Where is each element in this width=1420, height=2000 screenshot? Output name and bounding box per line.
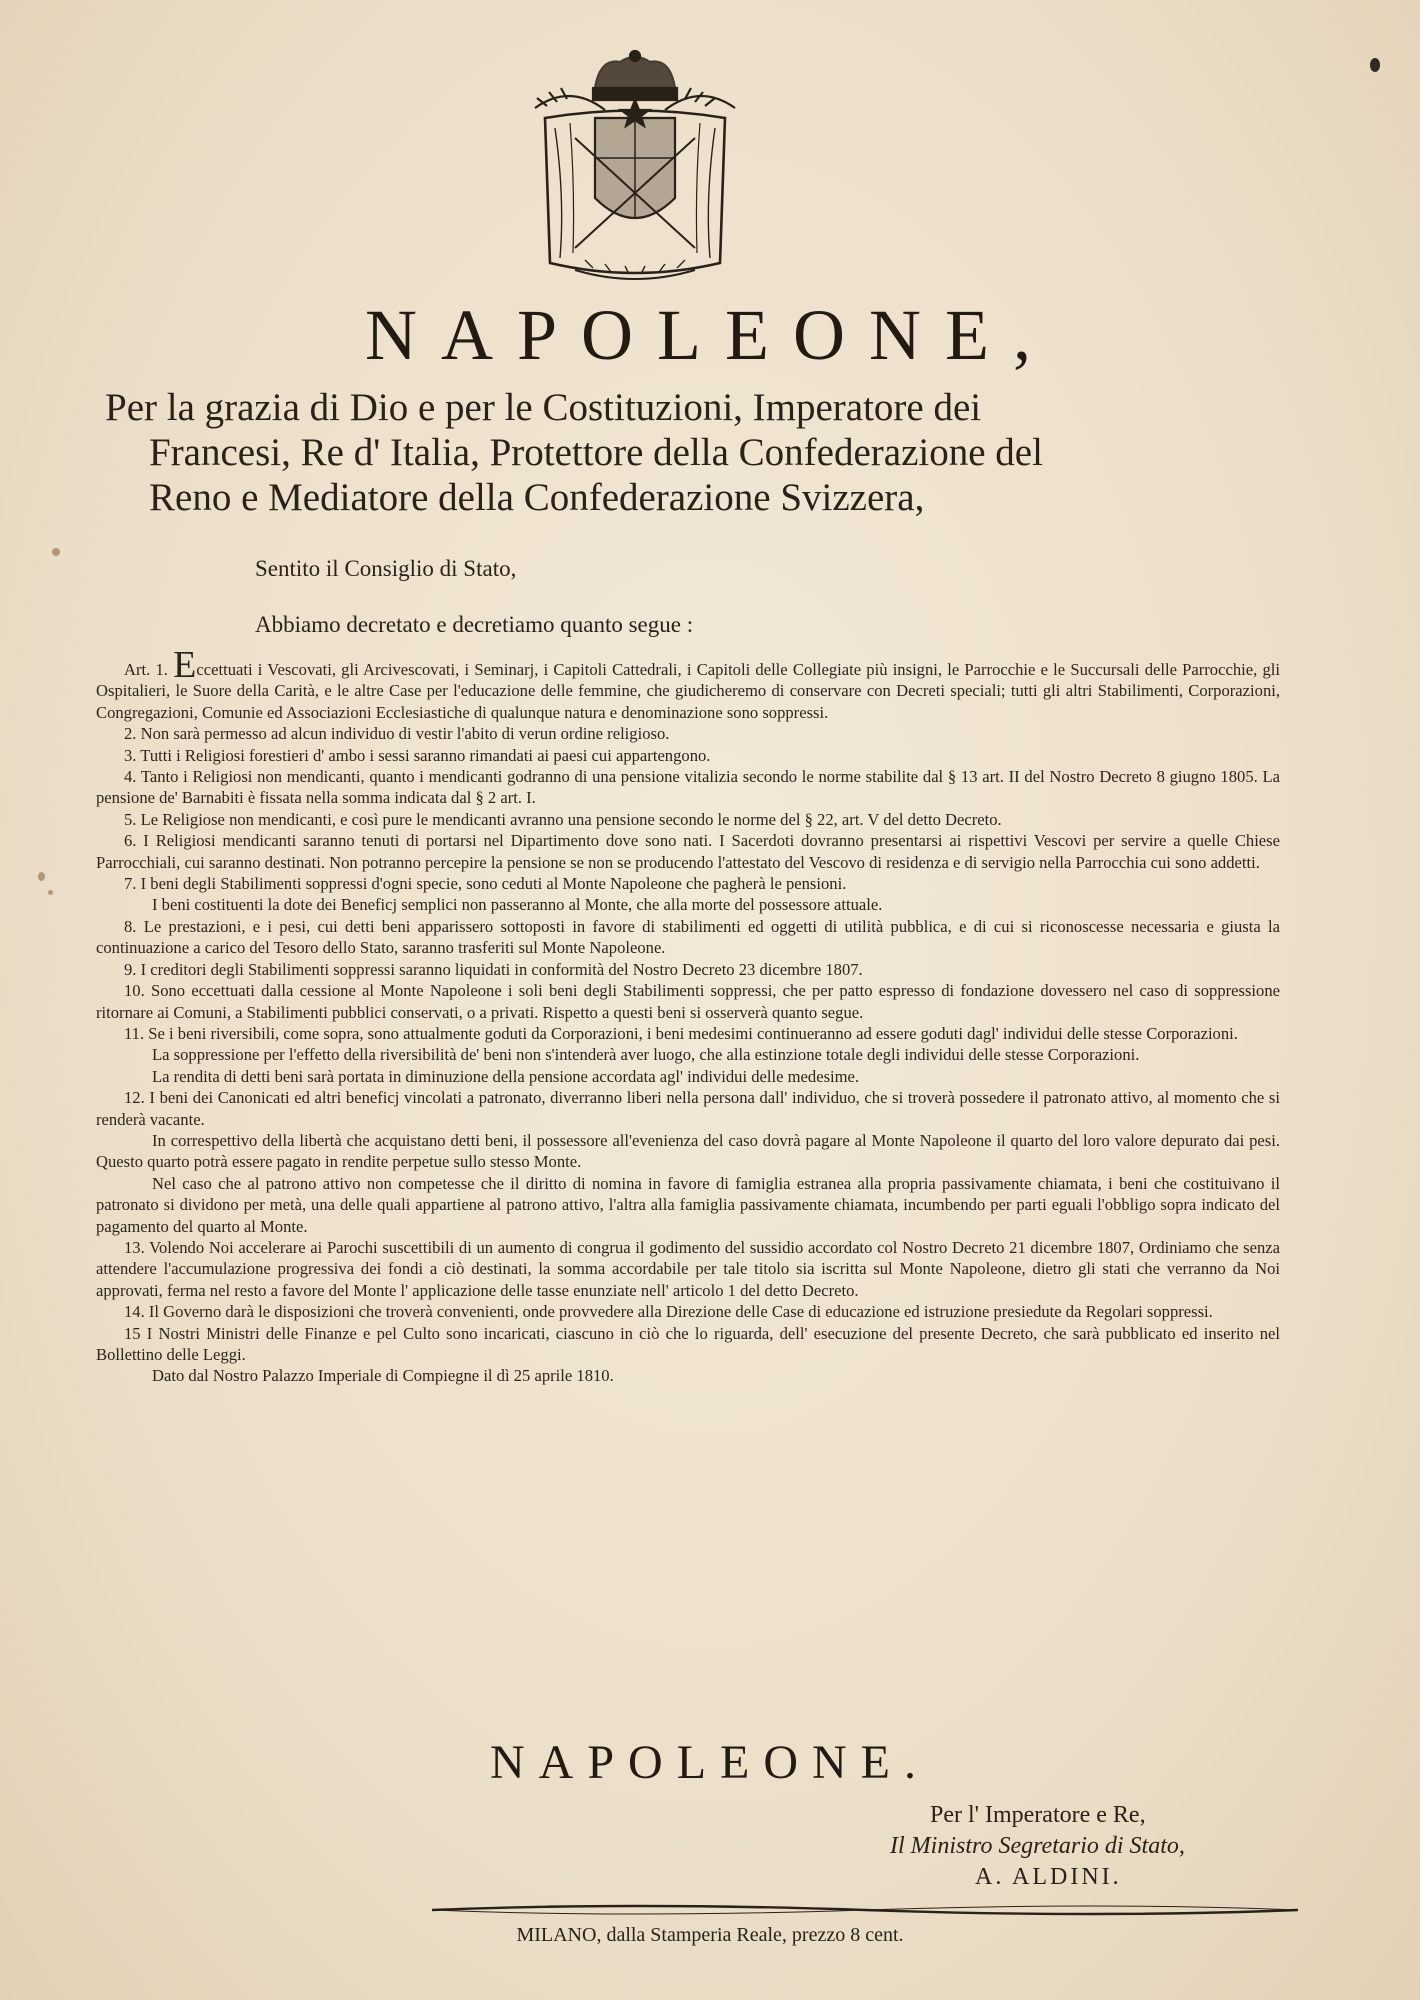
article-5: 5. Le Religiose non mendicanti, e così pure le mendicanti avranno una pensione secondo le norme del § 22, art. V del detto Decreto. (124, 809, 1002, 829)
article-12-paragraph-2: In correspettivo della libertà che acquistano detti beni, il possessore all'evenienza del caso dovrà pagare al Monte Napoleone il quarto del loro valore depurato dai pesi. Questo quarto potrà essere pagato in rendite perpetue sullo stesso Monte. (96, 1130, 1280, 1172)
article-15: 15 I Nostri Ministri delle Finanze e pel Culto sono incaricati, ciascuno in ciò che lo riguarda, dell' esecuzione del presente Decreto, che sarà pubblicato ed inserito nel Bollettino delle Leggi. (96, 1323, 1280, 1364)
decree-articles (96, 644, 1280, 1387)
paper-stain (1370, 58, 1380, 72)
decree-title: NAPOLEONE, (365, 295, 1055, 375)
article-12: 12. I beni dei Canonicati ed altri beneficj vincolati a patronato, diverranno liberi nella persona dall' individuo, che si troverà possedere il patronato attivo, al momento che si renderà vacante. (96, 1088, 1280, 1129)
article-1-label: Art. 1. (124, 660, 168, 679)
article-11-paragraph-3: La rendita di detti beni sarà portata in diminuzione della pensione accordata agl' individui delle medesime. (152, 1066, 860, 1086)
paper-stain (52, 548, 60, 556)
article-1-text: ccettuati i Vescovati, gli Arcivescovati, i Seminarj, i Capitoli Cattedrali, i Capitoli delle Collegiate più insigni, le Parrocchie e le Succursali delle Parrocchie, gli Ospitalieri, le Suore della Carità, e le altre Case per l'educazione delle femmine, che giudicheremo di conservare con Decreti speciali; tutti gli altri Stabilimenti, Corporazioni, Congregazioni, Comunie ed Associazioni Ecclesiastiche di qualunque natura e denominazione sono soppressi. (96, 660, 1280, 722)
article-14: 14. Il Governo darà le disposizioni che troverà convenienti, onde provvedere alla Direzione delle Case di educazione ed istruzione presiedute da Regolari soppressi. (124, 1302, 1213, 1322)
paper-stain (38, 872, 45, 881)
article-11: 11. Se i beni riversibili, come sopra, sono attualmente goduti da Corporazioni, i beni medesimi continueranno ad essere goduti dagl' individui delle stesse Corporazioni. (124, 1023, 1238, 1043)
article-13: 13. Volendo Noi accelerare ai Parochi suscettibili di un aumento di congrua il godimento del sussidio accordato col Nostro Decreto 21 dicembre 1807, Ordiniamo che senza attendere l'accumulazione progressiva dei fondi a ciò destinati, la somma accordabile per tale titolo sia iscritta sul Monte Napoleone, dietro gli stati che verranno da Noi approvati, ferma nel resto a favore del Monte l' applicazione delle tasse enunziate nell' articolo 1 del detto Decreto. (96, 1237, 1280, 1300)
countersign-name: A. ALDINI. (975, 1864, 1122, 1890)
article-6: 6. I Religiosi mendicanti saranno tenuti di portarsi nel Dipartimento dove sono nati. I Sacerdoti dovranno presentarsi ai rispettivi Vescovi per servire a quelle Chiese Parrocchiali, cui saranno destinati. Non potranno percepire la pensione se non se producendo l'attestato del Vescovo di residenza e di servigio nella Parrocchia cui sono addetti. (96, 831, 1280, 872)
titles-line-3: Reno e Mediatore della Confederazione Svizzera, (149, 476, 925, 519)
article-9: 9. I creditori degli Stabilimenti soppressi saranno liquidati in conformità del Nostro Decreto 23 dicembre 1807. (124, 959, 863, 979)
titles-line-2: Francesi, Re d' Italia, Protettore della Confederazione del (149, 431, 1043, 474)
rule-ornament-icon (430, 1898, 1300, 1922)
article-2: 2. Non sarà permesso ad alcun individuo di vestir l'abito di verun ordine religioso. (124, 724, 670, 744)
article-4: 4. Tanto i Religiosi non mendicanti, quanto i mendicanti godranno di una pensione vitalizia secondo le norme stabilite dal § 13 art. II del Nostro Decreto 8 giugno 1805. La pensione de' Barnabiti è fissata nella somma indicata dal § 2 art. I. (96, 767, 1280, 808)
article-3: 3. Tutti i Religiosi forestieri d' ambo i sessi saranno rimandati ai paesi cui appartengono. (124, 745, 711, 765)
emperor-signature: NAPOLEONE. (490, 1736, 930, 1789)
imperial-coat-of-arms-icon (515, 48, 755, 288)
countersign-by: Per l' Imperatore e Re, (930, 1802, 1146, 1828)
paper-stain (48, 890, 53, 895)
countersignature-block (890, 1800, 1310, 1893)
imperial-titles (105, 385, 1280, 520)
decree-formula-line: Abbiamo decretato e decretiamo quanto segue : (255, 612, 694, 637)
article-12-paragraph-3: Nel caso che al patrono attivo non competesse che il diritto di nomina in favore di famiglia estranea alla propria passivamente chiamata, i beni che costituivano il patronato si dividono per metà, una delle quali appartiene al patrono attivo, l'altra alla famiglia passivamente chiamata, incumbendo per parti eguali l'obbligo sopra indicato del pagamento del quarto al Monte. (96, 1173, 1280, 1236)
article-7: 7. I beni degli Stabilimenti soppressi d'ogni specie, sono ceduti al Monte Napoleone che pagherà le pensioni. (124, 874, 847, 894)
dating-clause: Dato dal Nostro Palazzo Imperiale di Compiegne il dì 25 aprile 1810. (152, 1366, 614, 1386)
council-heard-line: Sentito il Consiglio di Stato, (255, 556, 517, 581)
article-8: 8. Le prestazioni, e i pesi, cui detti beni apparissero sottoposti in favore di stabilimenti ed oggetti di utilità pubblica, e di cui si riconoscesse necessaria e giusta la continuazione a carico del Tesoro dello Stato, saranno trasferiti sul Monte Napoleone. (96, 916, 1280, 958)
article-11-paragraph-2: La soppressione per l'effetto della riversibilità de' beni non s'intenderà aver luogo, che alla estinzione totale degli individui delle stesse Corporazioni. (152, 1045, 1140, 1065)
article-1-initial: E (173, 644, 197, 686)
article-10: 10. Sono eccettuati dalla cessione al Monte Napoleone i soli beni degli Stabilimenti soppressi, che per patto espresso di fondazione dovessero nel caso di soppressione ritornare ai Comuni, a Stabilimenti pubblici conservati, o a privati. Rispetto a questi beni si osserverà quanto segue. (96, 981, 1280, 1022)
titles-line-1: Per la grazia di Dio e per le Costituzioni, Imperatore dei (105, 386, 982, 429)
article-1 (96, 644, 1280, 723)
printer-imprint: MILANO, dalla Stamperia Reale, prezzo 8 cent. (516, 1924, 904, 1946)
article-7-paragraph-2: I beni costituenti la dote dei Beneficj semplici non passeranno al Monte, che alla morte del possessore attuale. (152, 895, 883, 915)
countersign-minister: Il Ministro Segretario di Stato, (890, 1833, 1185, 1859)
